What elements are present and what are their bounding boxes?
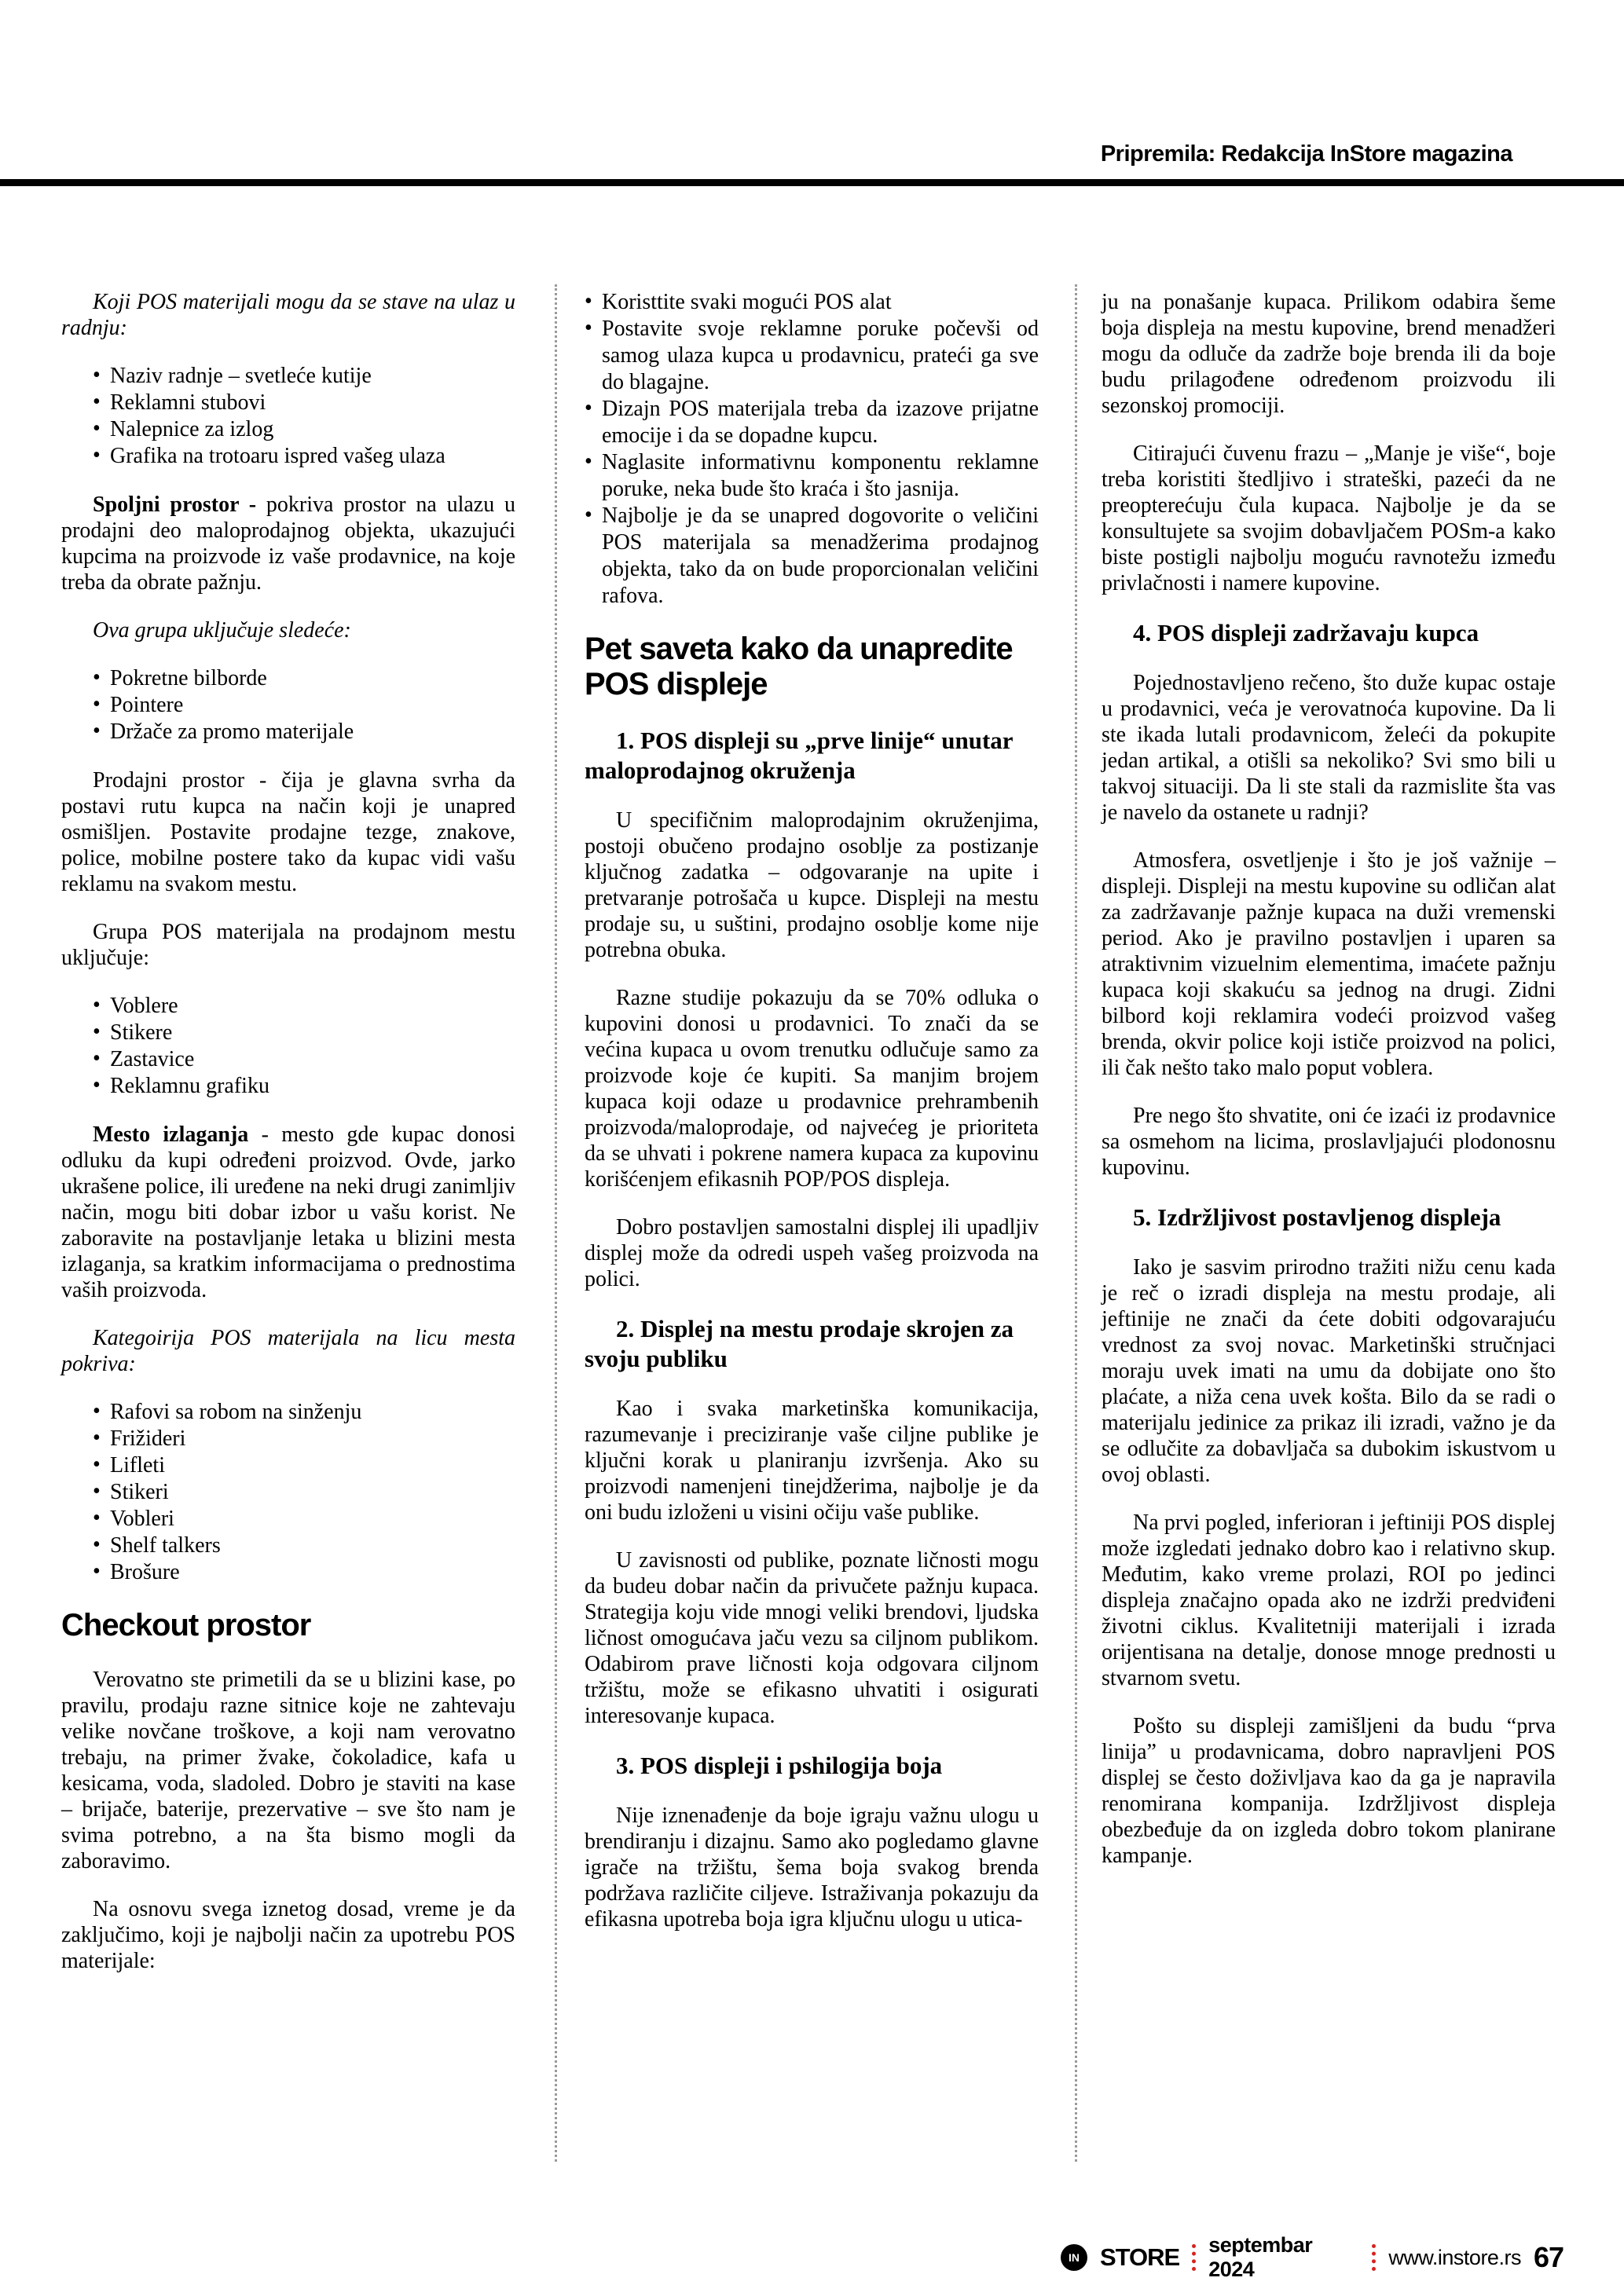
paragraph: Pošto su displeji zamišljeni da budu “prva linija” u prodavnicama, dobro napravljeni POS displej se često doživljava kao da ga je napravila renomirana kompanija. Izdržljivost displeja obezbeđuje da on izgleda dobro tokom planirane kampanje. [1102, 1714, 1556, 1868]
paragraph: ju na ponašanje kupaca. Prilikom odabira šeme boja displeja na mestu kupovine, brend menadžeri mogu da odluče da zadrže boje brenda ili da boje budu prilagođene određenom proizvodu ili sezonskoj promociji. [1102, 290, 1556, 418]
column-divider [1075, 284, 1077, 2162]
bullet-item: • Rafovi sa robom na sinženju [93, 1399, 515, 1426]
paragraph: Dobro postavljen samostalni displej ili upadljiv displej može da odredi uspeh vašeg proizvoda na polici. [585, 1215, 1039, 1291]
paragraph: Nije iznenađenje da boje igraju važnu ulogu u brendiranju i dizajnu. Samo ako pogledamo glavne igrače na tržištu, šema boja svakog brenda podržava različite ciljeve. Istraživanja pokazuju da efikasna upotreba boja igra ključnu ulogu u utica- [585, 1803, 1039, 1932]
paragraph: Ova grupa uključuje sledeće: [93, 618, 351, 643]
bullet-item: • Postavite svoje reklamne poruke počevši od samog ulaza kupca u prodavnicu, prateći ga sve do blagajne. [585, 316, 1039, 396]
bullet-list [93, 665, 515, 745]
section-heading: Checkout prostor [61, 1608, 311, 1642]
bullet-item: • Brošure [93, 1559, 515, 1586]
bullet-item: • Reklamnu grafiku [93, 1073, 515, 1100]
bullet-list [93, 363, 515, 470]
paragraph: U zavisnosti od publike, poznate ličnosti mogu da budeu dobar način da privučete pažnju kupaca. Strategija koju vide mnogi veliki brendovi, ljudska ličnost omogućava jaču vezu sa ciljnom publikom. Odabirom prave ličnosti koja odgovara ciljnom tržištu, može se efikasno uhvatiti i osigurati interesovanje kupaca. [585, 1548, 1039, 1728]
paragraph: Mesto izlaganja - mesto gde kupac donosi odluku da kupi određeni proizvod. Ovde, jarko ukrašene police, ili uređene na neki drugi zanimljiv način, mogu biti dobar izbor u vašu korist. Ne zaboravite na postavljanje letaka u blizini mesta izlaganja, sa kratkim informacijama o prednostima vaših proizvoda. [61, 1122, 515, 1302]
bullet-list [93, 993, 515, 1100]
subsection-heading: 3. POS displeji i pshilogija boja [616, 1752, 943, 1779]
bold-lead: Spoljni prostor - [93, 493, 257, 517]
bullet-item: • Najbolje je da se unapred dogovorite o veličini POS materijala sa menadžerima prodajnog objekta, tako da on bude proporcionalan veličini rafova. [585, 503, 1039, 610]
paragraph: Grupa POS materijala na prodajnom mestu uključuje: [61, 920, 515, 970]
paragraph: Kao i svaka marketinška komunikacija, razumevanje i preciziranje vaše ciljne publike je ključni korak u planiranju izvršenja. Ako su proizvodi namenjeni tinejdžerima, najbolje je da oni budu izloženi u visini očiju vaše publike. [585, 1397, 1039, 1525]
bullet-item: • Držače za promo materijale [93, 719, 515, 745]
header-rule [0, 179, 1624, 186]
bullet-item: • Lifleti [93, 1452, 515, 1479]
paragraph: Kategoirija POS materijala na licu mesta pokriva: [61, 1326, 515, 1376]
text-column [1102, 289, 1556, 1891]
bullet-item: • Stikeri [93, 1479, 515, 1506]
paragraph: Razne studije pokazuju da se 70% odluka o kupovini donosi u prodavnici. To znači da se većina kupaca u ovom trenutku odlučuje samo za proizvode koje će kupiti. Sa manjim brojem kupaca koji odaze u prodavnice prehrambenih proizvoda/maloprodaje, od najvećeg je prioriteta da se uhvati i pokrene namera kupaca za kupovinu korišćenjem efikasnih POP/POS displeja. [585, 986, 1039, 1192]
section-heading: Pet saveta kako da unapredite POS displeje [585, 632, 1013, 701]
paragraph: Citirajući čuvenu frazu – „Manje je više“, boje treba koristiti štedljivo i strateški, pazeći da ne preopterećuju čula kupaca. Najbolje je da se konsultujete sa svojim dobavljačem POSm-a kako biste postigli najbolju moguću ravnotežu između privlačnosti i namere kupovine. [1102, 441, 1556, 595]
paragraph: Iako je sasvim prirodno tražiti nižu cenu kada je reč o izradi displeja na mestu prodaje, ali jeftinije ne znači da ćete dobiti odgovarajuću vrednost za svoj novac. Marketinški stručnjaci moraju uvek imati na umu da dobijate ono što plaćate, a niža cena uvek košta. Bilo da se radi o materijalu jedinice za prikaz ili izradi, važno je da se odlučite za dobavljača sa dubokim iskustvom u ovoj oblasti. [1102, 1255, 1556, 1487]
bullet-item: • Voblere [93, 993, 515, 1020]
paragraph: Verovatno ste primetili da se u blizini kase, po pravilu, prodaju razne sitnice koje ne zahtevaju velike novčane troškove, a koji nam verovatno trebaju, na primer žvake, čokoladice, kafa u kesicama, voda, sladoled. Dobro je staviti na kase – brijače, baterije, prezervative – sve što nam je svima potrebno, a na šta bismo mogli da zaboravimo. [61, 1668, 515, 1873]
bullet-item: • Pokretne bilborde [93, 665, 515, 692]
page-header-credit: Pripremila: Redakcija InStore magazina [1100, 141, 1512, 167]
subsection-heading: 4. POS displeji zadržavaju kupca [1133, 619, 1479, 646]
bullet-item: • Zastavice [93, 1046, 515, 1073]
paragraph: Na prvi pogled, inferioran i jeftiniji POS displej može izgledati jednako dobro kao i relativno skup. Međutim, kako vreme prolazi, ROI po jedinci displeja značajno opada ako ne izdrži predviđeni životni ciklus. Kvalitetniji materijali i izrada orijentisana na detalje, donose mnoge prednosti u stvarnom svetu. [1102, 1511, 1556, 1690]
bullet-item: • Shelf talkers [93, 1532, 515, 1559]
bullet-item: • Reklamni stubovi [93, 390, 515, 416]
instore-logo-icon: IN [1061, 2244, 1087, 2271]
bullet-list [585, 289, 1039, 610]
text-column [61, 289, 515, 1996]
text-column [585, 289, 1039, 1954]
footer-divider-icon [1192, 2244, 1196, 2271]
bullet-item: • Pointere [93, 692, 515, 719]
paragraph: Na osnovu svega iznetog dosad, vreme je da zaključimo, koji je najbolji način za upotrebu POS materijale: [61, 1897, 515, 1973]
footer-logo-store: STORE [1100, 2243, 1180, 2271]
footer-website: www.instore.rs [1388, 2245, 1521, 2269]
paragraph: Pojednostavljeno rečeno, što duže kupac ostaje u prodavnici, veća je verovatnoća kupovine. Da li ste ikada lutali prodavnicom, želeći da pokupite jedan artikal, a otišli sa nekoliko? Svi smo bili u takvoj situaciji. Da li ste stali da razmislite šta vas je navelo da ostanete u radnji? [1102, 671, 1556, 825]
column-divider [555, 284, 557, 2162]
footer-issue-date: septembar 2024 [1208, 2233, 1313, 2281]
page-footer [1061, 2233, 1564, 2281]
paragraph: Atmosfera, osvetljenje i što je još važnije – displeji. Displeji na mestu kupovine su odličan alat za zadržavanje pažnje kupaca na duži vremenski period. Ako je pravilno postavljen i uparen sa atraktivnim vizuelnim elementima, imaćete pažnju kupaca koji skakuću sa jednog na drugi. Zidni bilbord koji reklamira vodeći proizvod vašeg brenda, okvir police koji ističe proizvod na polici, ili čak nešto tako malo poput voblera. [1102, 848, 1556, 1080]
bullet-item: • Frižideri [93, 1426, 515, 1452]
subsection-heading: 1. POS displeji su „prve linije“ unutar maloprodajnog okruženja [585, 727, 1013, 784]
bullet-list [93, 1399, 515, 1586]
paragraph: Prodajni prostor - čija je glavna svrha da postavi rutu kupca na način koji je unapred osmišljen. Postavite prodajne tezge, znakove, police, mobilne postere tako da kupac vidi vašu reklamu na svakom mestu. [61, 768, 515, 896]
paragraph: U specifičnim maloprodajnim okruženjima, postoji obučeno prodajno osoblje za postizanje ključnog zadatka – odgovaranje na upite i pretvaranje potrošača u kupce. Displeji na mestu prodaje su, u suštini, prodajno osoblje kome nije potrebna obuka. [585, 808, 1039, 962]
subsection-heading: 5. Izdržljivost postavljenog displeja [1133, 1203, 1501, 1231]
paragraph: Spoljni prostor - pokriva prostor na ulazu u prodajni deo maloprodajnog objekta, ukazujući kupcima na proizvode iz vaše prodavnice, na koje treba da obrate pažnju. [61, 493, 515, 595]
subsection-heading: 2. Displej na mestu prodaje skrojen za svoju publiku [585, 1315, 1014, 1372]
bullet-item: • Grafika na trotoaru ispred vašeg ulaza [93, 443, 515, 470]
bullet-item: • Nalepnice za izlog [93, 416, 515, 443]
footer-page-number: 67 [1533, 2241, 1564, 2273]
bullet-item: • Stikere [93, 1020, 515, 1046]
footer-divider-icon [1372, 2244, 1376, 2271]
bullet-item: • Dizajn POS materijala treba da izazove prijatne emocije i da se dopadne kupcu. [585, 396, 1039, 449]
bold-lead: Mesto izlaganja [93, 1122, 249, 1147]
bullet-item: • Koristtite svaki mogući POS alat [585, 289, 1039, 316]
bullet-item: • Vobleri [93, 1506, 515, 1532]
paragraph: Pre nego što shvatite, oni će izaći iz prodavnice sa osmehom na licima, proslavljajući plodonosnu kupovinu. [1102, 1104, 1556, 1180]
paragraph: Koji POS materijali mogu da se stave na ulaz u radnju: [61, 290, 515, 340]
bullet-item: • Naglasite informativnu komponentu reklamne poruke, neka bude što kraća i što jasnija. [585, 449, 1039, 503]
bullet-item: • Naziv radnje – svetleće kutije [93, 363, 515, 390]
